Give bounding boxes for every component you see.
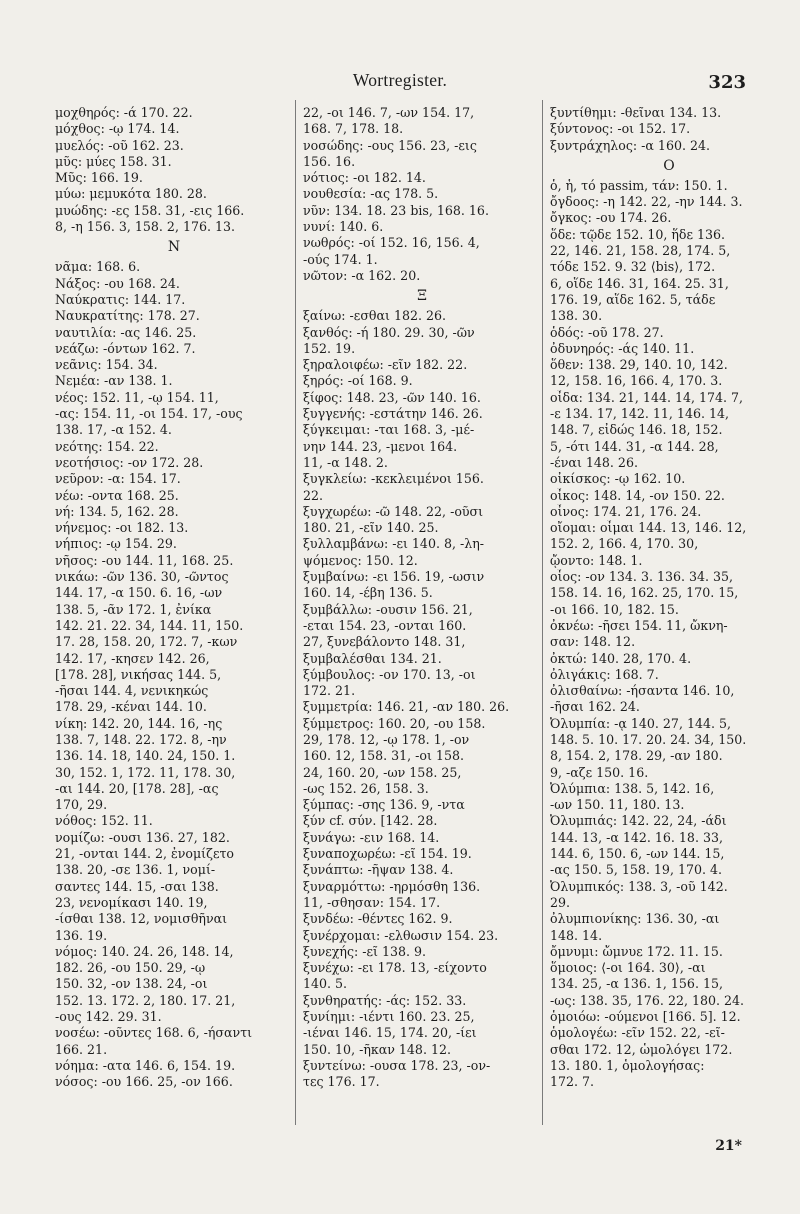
- index-entry: νόθος: 152. 11.: [55, 813, 153, 829]
- index-entry: ὀδυνηρός: -άς 140. 11.: [550, 340, 695, 356]
- index-entry: νῦν: 134. 18. 23 bis, 168. 16.: [303, 202, 489, 218]
- index-entry: -ους 142. 29. 31.: [55, 1009, 162, 1025]
- index-entry: -ων 150. 11, 180. 13.: [550, 797, 685, 813]
- index-entry: 11, -α 148. 2.: [303, 454, 388, 470]
- index-entry: ὀκτώ: 140. 28, 170. 4.: [550, 650, 692, 666]
- index-entry: 8, -η 156. 3, 158. 2, 176. 13.: [55, 219, 236, 235]
- index-entry: 21, -ονται 144. 2, ἐνομίζετο: [55, 846, 235, 862]
- index-entry: -ούς 174. 1.: [303, 251, 378, 267]
- index-entry: Νάξος: -ου 168. 24.: [55, 275, 180, 291]
- index-entry: 27, ξυνεβάλοντο 148. 31,: [303, 634, 466, 650]
- index-entry: νυνί: 140. 6.: [303, 219, 384, 235]
- index-entry: μῦς: μύες 158. 31.: [55, 153, 172, 169]
- index-entry: ὅδε: τῷδε 152. 10, ἥδε 136.: [550, 226, 726, 242]
- index-column-2: [303, 105, 541, 1091]
- index-entry: οἶκος: 148. 14, -ον 150. 22.: [550, 487, 725, 503]
- running-title: Wortregister.: [352, 70, 448, 90]
- column-divider: [542, 100, 543, 1125]
- index-entry: -ας: 154. 11, -οι 154. 17, -ους: [55, 406, 243, 422]
- index-entry: ξύμβουλος: -ον 170. 13, -οι: [303, 666, 476, 682]
- index-entry: 136. 19.: [55, 927, 108, 943]
- index-entry: τες 176. 17.: [303, 1074, 380, 1090]
- index-entry: 152. 19.: [303, 340, 356, 356]
- index-entry: ὁμοιόω: -ούμενοι [166. 5]. 12.: [550, 1009, 741, 1025]
- index-entry: νομίζω: -ουσι 136. 27, 182.: [55, 829, 230, 845]
- index-entry: ξυνέρχομαι: -ελθωσιν 154. 23.: [303, 927, 499, 943]
- index-entry: ξυνάπτω: -ῆψαν 138. 4.: [303, 862, 454, 878]
- index-entry: σαν: 148. 12.: [550, 634, 636, 650]
- index-entry: 150. 32, -ον 138. 24, -οι: [55, 976, 208, 992]
- index-entry: ξυνίημι: -ιέντι 160. 23. 25,: [303, 1009, 475, 1025]
- index-entry: ξυνάγω: -ειν 168. 14.: [303, 829, 440, 845]
- index-entry: οἰκίσκος: -ῳ 162. 10.: [550, 471, 686, 487]
- letter-heading: Ξ: [417, 288, 427, 305]
- index-entry: τόδε 152. 9. 32 ⟨bis⟩, 172.: [550, 259, 716, 275]
- index-entry: νή: 134. 5, 162. 28.: [55, 503, 179, 519]
- index-entry: μύω: μεμυκότα 180. 28.: [55, 186, 207, 202]
- index-entry: ξυμβαλέσθαι 134. 21.: [303, 650, 442, 666]
- index-entry: 138. 7, 148. 22. 172. 8, -ην: [55, 731, 227, 747]
- index-entry: σαντες 144. 15, -σαι 138.: [55, 878, 219, 894]
- index-entry: Ναυκρατίτης: 178. 27.: [55, 308, 200, 324]
- index-entry: 23, νενομίκασι 140. 19,: [55, 894, 208, 910]
- index-entry: ναυτιλία: -ας 146. 25.: [55, 324, 197, 340]
- index-entry: νέος: 152. 11, -ῳ 154. 11,: [55, 389, 219, 405]
- index-entry: 9, -αζε 150. 16.: [550, 764, 649, 780]
- index-entry: 138. 17, -α 152. 4.: [55, 422, 172, 438]
- index-entry: 8, 154. 2, 178. 29, -αν 180.: [550, 748, 723, 764]
- index-entry: οἶδα: 134. 21, 144. 14, 174. 7,: [550, 389, 744, 405]
- index-entry: Ὀλυμπιάς: 142. 22, 24, -άδι: [550, 813, 727, 829]
- index-entry: Ὀλυμπία: -ᾳ 140. 27, 144. 5,: [550, 715, 732, 731]
- index-entry: ὁδός: -οῦ 178. 27.: [550, 324, 664, 340]
- index-entry: 170, 29.: [55, 797, 108, 813]
- index-entry: ὄγκος: -ου 174. 26.: [550, 210, 672, 226]
- index-entry: ξύντονος: -οι 152. 17.: [550, 121, 691, 137]
- index-entry: μόχθος: -ῳ 174. 14.: [55, 121, 180, 137]
- index-entry: ξίφος: 148. 23, -ῶν 140. 16.: [303, 389, 481, 405]
- index-entry: Ὀλυμπικός: 138. 3, -οῦ 142.: [550, 878, 728, 894]
- index-entry: [178. 28], νικήσας 144. 5,: [55, 666, 222, 682]
- index-entry: ξυντράχηλος: -α 160. 24.: [550, 137, 710, 153]
- index-entry: 140. 5.: [303, 976, 348, 992]
- signature-mark: 21*: [715, 1138, 742, 1154]
- page-header: [0, 66, 800, 96]
- index-entry: 148. 5. 10. 17. 20. 24. 34, 150.: [550, 731, 747, 747]
- index-entry: ὁ, ἡ, τό passim, τάν: 150. 1.: [550, 177, 728, 193]
- index-entry: Μῦς: 166. 19.: [55, 170, 143, 186]
- index-entry: 6, οἵδε 146. 31, 164. 25. 31,: [550, 275, 729, 291]
- index-entry: ξυντίθημι: -θεῖναι 134. 13.: [550, 105, 722, 120]
- index-entry: 166. 21.: [55, 1041, 108, 1057]
- index-entry: 172. 7.: [550, 1074, 595, 1090]
- column-divider: [295, 100, 296, 1125]
- index-entry: νεοτήσιος: -ον 172. 28.: [55, 454, 204, 470]
- letter-heading: Ν: [167, 239, 181, 256]
- index-entry: 138. 30.: [550, 308, 603, 324]
- index-entry: ξυνέχω: -ει 178. 13, -είχοντο: [303, 960, 487, 976]
- index-entry: 22, -οι 146. 7, -ων 154. 17,: [303, 105, 475, 120]
- index-entry: ψόμενος: 150. 12.: [303, 552, 418, 568]
- index-entry: ὄμνυμι: ὤμνυε 172. 11. 15.: [550, 943, 723, 959]
- index-entry: νότιος: -οι 182. 14.: [303, 170, 426, 186]
- index-entry: ξυγχωρέω: -ῶ 148. 22, -οῦσι: [303, 503, 484, 519]
- index-entry: 172. 21.: [303, 683, 356, 699]
- index-entry: νεῦρον: -α: 154. 17.: [55, 471, 181, 487]
- index-entry: ξυγγενής: -εστάτην 146. 26.: [303, 406, 483, 422]
- index-entry: 136. 14. 18, 140. 24, 150. 1.: [55, 748, 236, 764]
- index-entry: οἴομαι: οἶμαι 144. 13, 146. 12,: [550, 520, 747, 536]
- index-entry: -εται 154. 23, -ονται 160.: [303, 617, 467, 633]
- index-entry: ὄγδοος: -η 142. 22, -ην 144. 3.: [550, 194, 743, 210]
- index-entry: -ε 134. 17, 142. 11, 146. 14,: [550, 406, 730, 422]
- index-entry: -αι 144. 20, [178. 28], -ας: [55, 780, 219, 796]
- index-entry: -ιέναι 146. 15, 174. 20, -ίει: [303, 1025, 477, 1041]
- index-entry: οἶνος: 174. 21, 176. 24.: [550, 503, 702, 519]
- index-entry: νῆσος: -ου 144. 11, 168. 25.: [55, 552, 234, 568]
- index-entry: 182. 26, -ου 150. 29, -ῳ: [55, 960, 206, 976]
- index-entry: ξανθός: -ή 180. 29. 30, -ῶν: [303, 324, 475, 340]
- index-entry: 168. 7, 178. 18.: [303, 121, 404, 137]
- index-entry: ξυνεχής: -εῖ 138. 9.: [303, 943, 427, 959]
- index-entry: νᾶμα: 168. 6.: [55, 259, 141, 275]
- index-entry: νωθρός: -οί 152. 16, 156. 4,: [303, 235, 480, 251]
- index-entry: νίκη: 142. 20, 144. 16, -ης: [55, 715, 223, 731]
- index-entry: ξυγκλείω: -κεκλειμένοι 156.: [303, 471, 484, 487]
- index-entry: 22, 146. 21, 158. 28, 174. 5,: [550, 243, 731, 259]
- index-entry: 134. 25, -α 136. 1, 156. 15,: [550, 976, 723, 992]
- index-entry: 12, 158. 16, 166. 4, 170. 3.: [550, 373, 723, 389]
- index-entry: ξηρός: -οί 168. 9.: [303, 373, 413, 389]
- index-entry: μυώδης: -ες 158. 31, -εις 166.: [55, 202, 245, 218]
- index-entry: 160. 14, -έβη 136. 5.: [303, 585, 433, 601]
- index-entry: ξυνδέω: -θέντες 162. 9.: [303, 911, 453, 927]
- index-column-1: [55, 105, 293, 1091]
- index-entry: -ως: 138. 35, 176. 22, 180. 24.: [550, 992, 745, 1008]
- index-entry: 13. 180. 1, ὁμολογήσας:: [550, 1057, 705, 1073]
- index-entry: 180. 21, -εῖν 140. 25.: [303, 520, 439, 536]
- index-entry: Ναύκρατις: 144. 17.: [55, 291, 186, 307]
- index-entry: ξυναρμόττω: -ηρμόσθη 136.: [303, 878, 481, 894]
- index-entry: ξυμβάλλω: -ουσιν 156. 21,: [303, 601, 473, 617]
- index-entry: ξυμμετρία: 146. 21, -αν 180. 26.: [303, 699, 510, 715]
- index-entry: 142. 21. 22. 34, 144. 11, 150.: [55, 617, 244, 633]
- index-entry: 148. 14.: [550, 927, 603, 943]
- index-entry: ξαίνω: -εσθαι 182. 26.: [303, 308, 447, 324]
- index-entry: 144. 13, -α 142. 16. 18. 33,: [550, 829, 723, 845]
- index-entry: 144. 17, -α 150. 6. 16, -ων: [55, 585, 223, 601]
- index-entry: 176. 19, αἵδε 162. 5, τάδε: [550, 291, 716, 307]
- index-entry: οἷος: -ον 134. 3. 136. 34. 35,: [550, 569, 734, 585]
- index-entry: νόσος: -ου 166. 25, -ον 166.: [55, 1074, 233, 1090]
- index-entry: ξυλλαμβάνω: -ει 140. 8, -λη-: [303, 536, 485, 552]
- index-entry: ὀλυμπιονίκης: 136. 30, -αι: [550, 911, 720, 927]
- index-entry: ὀκνέω: -ῆσει 154. 11, ὤκνη-: [550, 617, 728, 633]
- index-entry: -έναι 148. 26.: [550, 454, 638, 470]
- index-entry: 152. 13. 172. 2, 180. 17. 21,: [55, 992, 236, 1008]
- index-entry: 150. 10, -ῆκαν 148. 12.: [303, 1041, 451, 1057]
- index-entry: νέω: -οντα 168. 25.: [55, 487, 179, 503]
- index-entry: 158. 14. 16, 162. 25, 170. 15,: [550, 585, 739, 601]
- index-entry: νην 144. 23, -μενοι 164.: [303, 438, 458, 454]
- index-entry: σθαι 172. 12, ὡμολόγει 172.: [550, 1041, 733, 1057]
- index-entry: -οι 166. 10, 182. 15.: [550, 601, 679, 617]
- index-entry: ξύγκειμαι: -ται 168. 3, -μέ-: [303, 422, 475, 438]
- index-entry: 142. 17, -κησεν 142. 26,: [55, 650, 210, 666]
- index-entry: νόημα: -ατα 146. 6, 154. 19.: [55, 1057, 236, 1073]
- index-entry: ὅμοιος: ⟨-οι 164. 30⟩, -αι: [550, 960, 706, 976]
- index-entry: 24, 160. 20, -ων 158. 25,: [303, 764, 462, 780]
- index-entry: 178. 29, -κέναι 144. 10.: [55, 699, 207, 715]
- index-entry: ὀλισθαίνω: -ήσαντα 146. 10,: [550, 683, 735, 699]
- index-entry: ξυμβαίνω: -ει 156. 19, -ωσιν: [303, 569, 485, 585]
- index-column-3: [550, 105, 788, 1091]
- index-entry: -ίσθαι 138. 12, νομισθῆναι: [55, 911, 228, 927]
- index-entry: μυελός: -οῦ 162. 23.: [55, 137, 184, 153]
- index-entry: 11, -σθησαν: 154. 17.: [303, 894, 441, 910]
- index-entry: νοσέω: -οῦντες 168. 6, -ήσαντι: [55, 1025, 253, 1041]
- index-entry: νικάω: -ῶν 136. 30, -ῶντος: [55, 569, 229, 585]
- index-entry: 160. 12, 158. 31, -οι 158.: [303, 748, 464, 764]
- index-entry: νεᾶνις: 154. 34.: [55, 357, 158, 373]
- index-entry: 5, -ότι 144. 31, -α 144. 28,: [550, 438, 719, 454]
- index-entry: Νεμέα: -αν 138. 1.: [55, 373, 173, 389]
- index-entry: νήνεμος: -οι 182. 13.: [55, 520, 189, 536]
- index-entry: ὅθεν: 138. 29, 140. 10, 142.: [550, 357, 728, 373]
- index-entry: μοχθηρός: -ά 170. 22.: [55, 105, 193, 120]
- index-entry: νεότης: 154. 22.: [55, 438, 159, 454]
- index-entry: -ως 152. 26, 158. 3.: [303, 780, 429, 796]
- index-entry: ξύν cf. σύν. [142. 28.: [303, 813, 438, 829]
- index-entry: νοσώδης: -ους 156. 23, -εις: [303, 137, 477, 153]
- index-entry: ξυντείνω: -ουσα 178. 23, -ον-: [303, 1057, 491, 1073]
- index-entry: ξυνθηρατής: -άς: 152. 33.: [303, 992, 467, 1008]
- index-entry: 22.: [303, 487, 324, 503]
- letter-heading: Ο: [663, 157, 675, 174]
- index-entry: νουθεσία: -ας 178. 5.: [303, 186, 439, 202]
- index-entry: 148. 7, εἰδώς 146. 18, 152.: [550, 422, 723, 438]
- index-entry: ᾤοντο: 148. 1.: [550, 552, 643, 568]
- index-entry: 138. 5, -ᾶν 172. 1, ἐνίκα: [55, 601, 212, 617]
- index-entry: νόμος: 140. 24. 26, 148. 14,: [55, 943, 234, 959]
- page-number: 323: [708, 72, 746, 93]
- index-entry: ξύμπας: -σης 136. 9, -ντα: [303, 797, 465, 813]
- index-entry: ὀλιγάκις: 168. 7.: [550, 666, 659, 682]
- index-entry: 29.: [550, 894, 571, 910]
- index-entry: Ὀλύμπια: 138. 5, 142. 16,: [550, 780, 715, 796]
- index-entry: 156. 16.: [303, 153, 356, 169]
- index-entry: 29, 178. 12, -ῳ 178. 1, -ον: [303, 731, 470, 747]
- index-entry: -ῆσαι 144. 4, νενικηκώς: [55, 683, 209, 699]
- index-entry: ξυναποχωρέω: -εῖ 154. 19.: [303, 846, 472, 862]
- index-entry: -ας 150. 5, 158. 19, 170. 4.: [550, 862, 723, 878]
- index-entry: νῶτον: -α 162. 20.: [303, 267, 421, 283]
- index-entry: 138. 20, -σε 136. 1, νομί-: [55, 862, 216, 878]
- index-entry: ὁμολογέω: -εῖν 152. 22, -εῖ-: [550, 1025, 725, 1041]
- index-entry: ξηραλοιφέω: -εῖν 182. 22.: [303, 357, 468, 373]
- index-entry: ξύμμετρος: 160. 20, -ου 158.: [303, 715, 486, 731]
- index-entry: νεάζω: -όντων 162. 7.: [55, 340, 196, 356]
- index-entry: 152. 2, 166. 4, 170. 30,: [550, 536, 699, 552]
- index-entry: νήπιος: -ῳ 154. 29.: [55, 536, 177, 552]
- index-entry: 30, 152. 1, 172. 11, 178. 30,: [55, 764, 236, 780]
- index-entry: 17. 28, 158. 20, 172. 7, -κων: [55, 634, 238, 650]
- index-entry: 144. 6, 150. 6, -ων 144. 15,: [550, 846, 725, 862]
- index-entry: -ῆσαι 162. 24.: [550, 699, 640, 715]
